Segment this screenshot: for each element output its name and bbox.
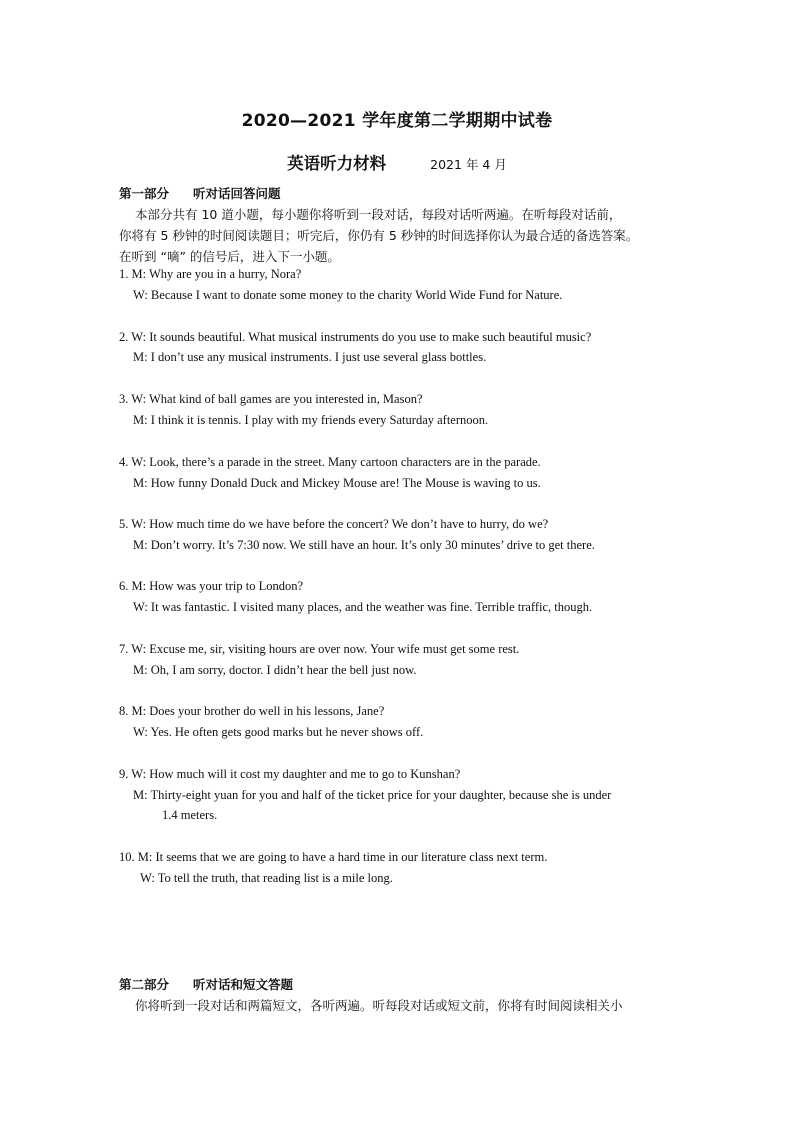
- dialogue-question: 1. M: Why are you in a hurry, Nora?: [119, 267, 302, 281]
- dialogue-answer: M: Don’t worry. It’s 7:30 now. We still have an hour. It’s only 30 minutes’ drive to get there.: [133, 538, 595, 552]
- part1-instruction-line: 本部分共有 10 道小题，每小题你将听到一段对话，每段对话听两遍。在听每段对话前，: [135, 207, 622, 222]
- dialogue-question: 3. W: What kind of ball games are you interested in, Mason?: [119, 392, 423, 406]
- dialogue-answer-continued: 1.4 meters.: [162, 808, 218, 822]
- dialogue-answer: W: Because I want to donate some money to the charity World Wide Fund for Nature.: [133, 288, 563, 302]
- dialogue-question: 2. W: It sounds beautiful. What musical instruments do you use to make such beautiful music?: [119, 330, 592, 344]
- dialogue-question: 9. W: How much will it cost my daughter and me to go to Kunshan?: [119, 767, 461, 781]
- part2-heading: [119, 975, 293, 993]
- document-date: 2021 年 4 月: [430, 157, 507, 172]
- dialogue-answer: W: It was fantastic. I visited many places, and the weather was fine. Terrible traffic, though.: [133, 600, 593, 614]
- document-subtitle-row: [0, 150, 794, 174]
- dialogue-question: 5. W: How much time do we have before the concert? We don’t have to hurry, do we?: [119, 517, 549, 531]
- dialogue-question: 4. W: Look, there’s a parade in the street. Many cartoon characters are in the parade.: [119, 455, 541, 469]
- dialogue-question: 10. M: It seems that we are going to have a hard time in our literature class next term.: [119, 850, 548, 864]
- document-title: 2020—2021 学年度第二学期期中试卷: [241, 111, 553, 131]
- part2-instruction-line: 你将听到一段对话和两篇短文，各听两遍。听每段对话或短文前，你将有时间阅读相关小: [135, 998, 623, 1013]
- part1-heading: [119, 184, 281, 202]
- dialogue-question: 6. M: How was your trip to London?: [119, 579, 304, 593]
- part1-instruction-line: 在听到 “嘀” 的信号后，进入下一小题。: [119, 249, 340, 264]
- dialogue-question: 8. M: Does your brother do well in his lessons, Jane?: [119, 704, 385, 718]
- part2-title: 听对话和短文答题: [193, 977, 294, 992]
- document-subtitle: 英语听力材料: [287, 154, 387, 173]
- dialogue-question: 7. W: Excuse me, sir, visiting hours are over now. Your wife must get some rest.: [119, 642, 520, 656]
- dialogue-answer: W: Yes. He often gets good marks but he never shows off.: [133, 725, 424, 739]
- dialogue-answer: M: I think it is tennis. I play with my friends every Saturday afternoon.: [133, 413, 489, 427]
- part2-number: 第二部分: [119, 977, 170, 992]
- dialogue-answer: M: Oh, I am sorry, doctor. I didn’t hear the bell just now.: [133, 663, 417, 677]
- part1-number: 第一部分: [119, 186, 170, 201]
- part1-instruction-line: 你将有 5 秒钟的时间阅读题目；听完后，你仍有 5 秒钟的时间选择你认为最合适的备选答案。: [119, 228, 639, 243]
- dialogue-answer: M: I don’t use any musical instruments. I just use several glass bottles.: [133, 350, 487, 364]
- part1-title: 听对话回答问题: [193, 186, 281, 201]
- dialogue-answer: W: To tell the truth, that reading list is a mile long.: [140, 871, 393, 885]
- dialogue-answer: M: How funny Donald Duck and Mickey Mouse are! The Mouse is waving to us.: [133, 476, 541, 490]
- dialogue-answer: M: Thirty-eight yuan for you and half of the ticket price for your daughter, because she is under: [133, 788, 612, 802]
